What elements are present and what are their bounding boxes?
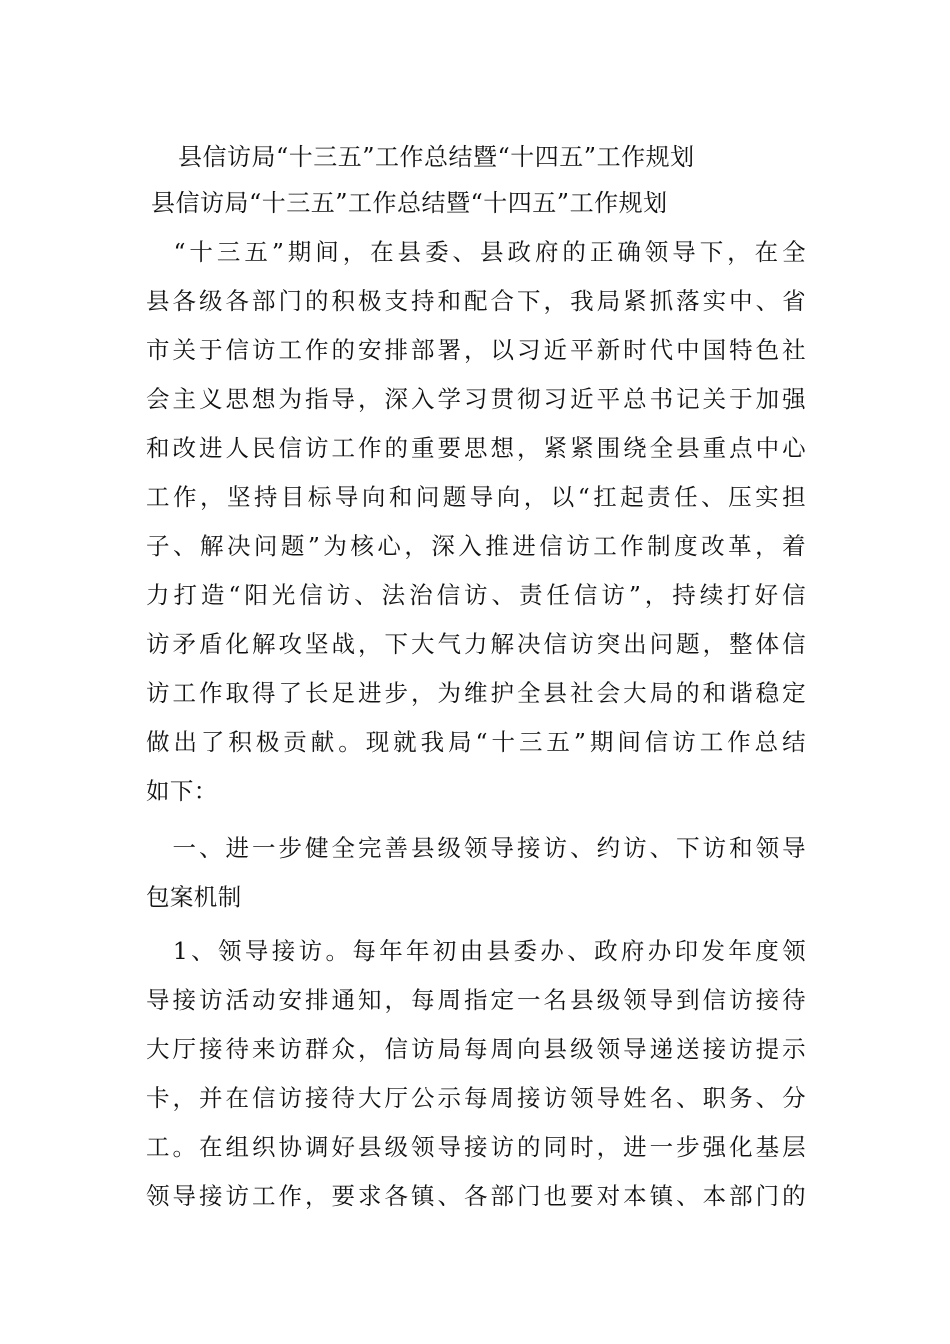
paragraph-line: 县各级各部门的积极支持和配合下，我局紧抓落实中、省 (146, 287, 806, 315)
paragraph-line: 子、解决问题”为核心，深入推进信访工作制度改革，着 (146, 532, 806, 560)
paragraph-line: 会主义思想为指导，深入学习贯彻习近平总书记关于加强 (146, 385, 806, 413)
paragraph-line: 市关于信访工作的安排部署，以习近平新时代中国特色社 (146, 336, 806, 364)
document-title-repeat: 县信访局“十三五”工作总结暨“十四五”工作规划 (151, 189, 668, 217)
paragraph-line: 访矛盾化解攻坚战，下大气力解决信访突出问题，整体信 (146, 630, 806, 658)
paragraph-line: 卡，并在信访接待大厅公示每周接访领导姓名、职务、分 (146, 1084, 806, 1112)
section-heading-line: 包案机制 (146, 883, 242, 911)
paragraph-line: 工作，坚持目标导向和问题导向，以“扛起责任、压实担 (146, 483, 806, 511)
paragraph-line: 做出了积极贡献。现就我局“十三五”期间信访工作总结 (146, 728, 806, 756)
paragraph-line: 和改进人民信访工作的重要思想，紧紧围绕全县重点中心 (146, 434, 806, 462)
paragraph-line: 领导接访工作，要求各镇、各部门也要对本镇、本部门的 (146, 1182, 806, 1210)
paragraph-line: 力打造“阳光信访、法治信访、责任信访”，持续打好信 (146, 581, 806, 609)
paragraph-line: 访工作取得了长足进步，为维护全县社会大局的和谐稳定 (146, 679, 806, 707)
paragraph-line: 导接访活动安排通知，每周指定一名县级领导到信访接待 (146, 986, 806, 1014)
paragraph-line: 大厅接待来访群众，信访局每周向县级领导递送接访提示 (146, 1035, 806, 1063)
document-title: 县信访局“十三五”工作总结暨“十四五”工作规划 (178, 143, 695, 171)
paragraph-line: 工。在组织协调好县级领导接访的同时，进一步强化基层 (146, 1133, 806, 1161)
paragraph-line: 如下： (146, 777, 218, 805)
section-heading-line: 一、进一步健全完善县级领导接访、约访、下访和领导 (146, 834, 806, 862)
paragraph-line: 1、领导接访。每年年初由县委办、政府办印发年度领 (146, 937, 806, 965)
paragraph-line: “十三五”期间，在县委、县政府的正确领导下，在全 (146, 238, 806, 266)
